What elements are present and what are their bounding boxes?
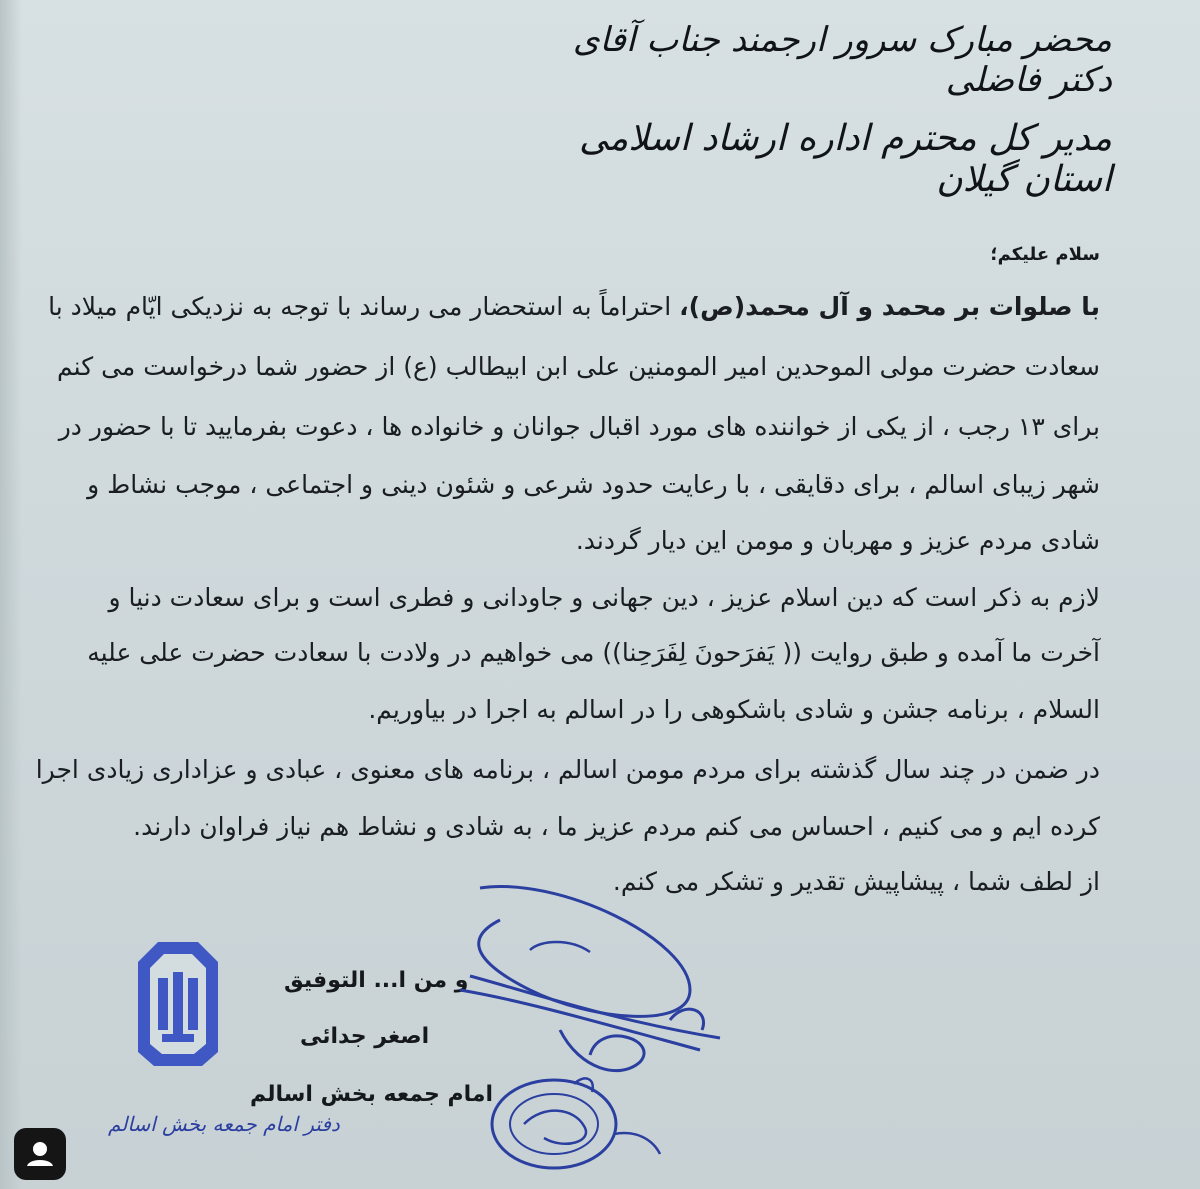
greeting: سلام علیکم؛ bbox=[990, 244, 1100, 265]
profile-avatar-icon[interactable] bbox=[14, 1128, 66, 1180]
office-stamp-text: دفتر امام جمعه بخش اسالم bbox=[108, 1112, 340, 1136]
paragraph-line: سعادت حضرت مولی الموحدین امیر المومنین علی ابن ابیطالب (ع) از حضور شما درخواست می کنم bbox=[57, 352, 1100, 381]
paragraph-line: السلام ، برنامه جشن و شادی باشکوهی را در اسالم به اجرا در بیاوریم. bbox=[368, 695, 1100, 724]
paragraph-line: لازم به ذکر است که دین اسلام عزیز ، دین جهانی و جاودانی و فطری است و برای سعادت دنیا و bbox=[108, 583, 1100, 612]
paragraph-line: شهر زیبای اسالم ، برای دقایقی ، با رعایت حدود شرعی و شئون دینی و اجتماعی ، موجب نشاط و bbox=[87, 470, 1100, 499]
paragraph-line: شادی مردم عزیز و مهربان و مومن این دیار گردند. bbox=[575, 526, 1100, 555]
official-seal-icon bbox=[484, 1064, 664, 1174]
paragraph-line: آخرت ما آمده و طبق روایت (( یَفرَحونَ لِفَرَحِنا)) می خواهیم در ولادت با سعادت حضرت علی علیه bbox=[87, 638, 1100, 667]
paragraph-line: از لطف شما ، پیشاپیش تقدیر و تشکر می کنم. bbox=[612, 867, 1100, 896]
office-logo-icon bbox=[128, 932, 228, 1082]
paragraph-text: احتراماً به استحضار می رساند با توجه به نزدیکی ایّام میلاد با bbox=[48, 292, 680, 321]
signer-title: امام جمعه بخش اسالم bbox=[250, 1082, 494, 1107]
paragraph-line bbox=[48, 292, 1100, 321]
paragraph-line: برای ۱۳ رجب ، از یکی از خواننده های مورد اقبال جوانان و خانواده ها ، دعوت بفرمایید تا با حضور در bbox=[58, 412, 1100, 441]
addressee-title: مدیر کل محترم اداره ارشاد اسلامی استان گیلان bbox=[579, 118, 1112, 200]
addressee-line: محضر مبارک سرور ارجمند جناب آقای دکتر فاضلی bbox=[572, 20, 1112, 100]
paragraph-line: کرده ایم و می کنیم ، احساس می کنم مردم عزیز ما ، به شادی و نشاط هم نیاز فراوان دارند. bbox=[133, 812, 1100, 841]
page-fold-shadow bbox=[0, 0, 22, 1189]
paragraph-line: در ضمن در چند سال گذشته برای مردم مومن اسالم ، برنامه های معنوی ، عبادی و عزاداری زیادی اجرا bbox=[35, 755, 1100, 784]
salawat-text: با صلوات بر محمد و آل محمد(ص)، bbox=[679, 292, 1100, 321]
closing-phrase: و من ا... التوفیق bbox=[284, 968, 469, 993]
signer-name: اصغر جدائی bbox=[300, 1024, 430, 1049]
